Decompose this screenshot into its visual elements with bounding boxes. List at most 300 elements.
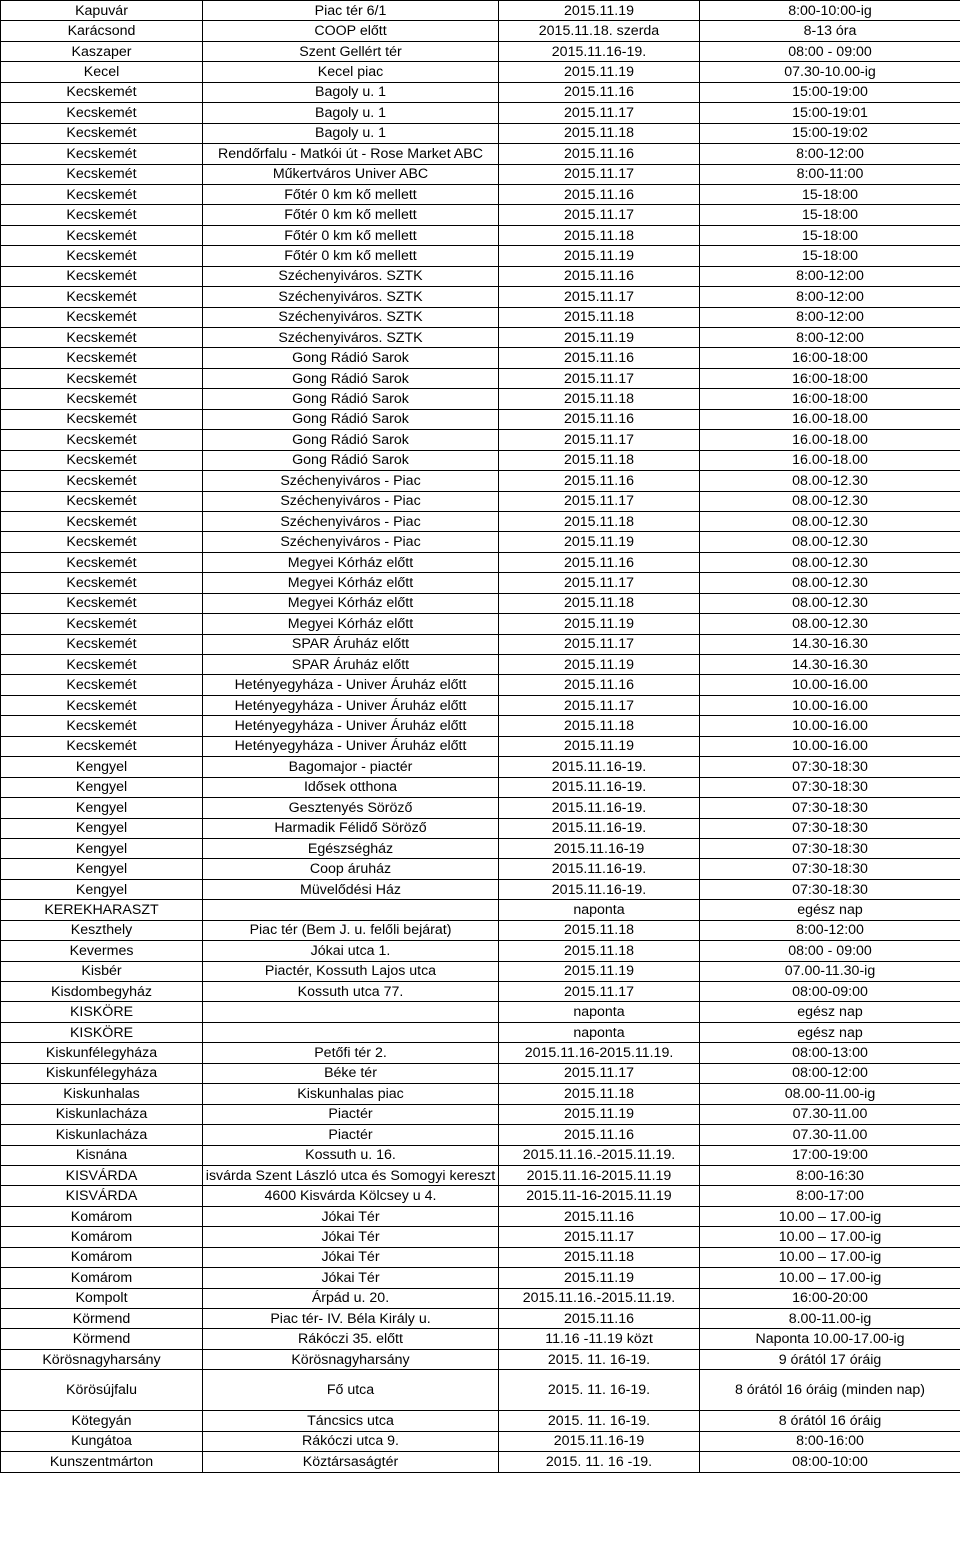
- table-row: [1, 1247, 960, 1267]
- table-row: [1, 695, 960, 715]
- time-cell: 8:00-12:00: [700, 307, 960, 327]
- city-cell: Kecskemét: [1, 205, 203, 225]
- location-cell: Piactér, Kossuth Lajos utca: [203, 961, 499, 981]
- table-row: [1, 409, 960, 429]
- city-cell: Kecskemét: [1, 593, 203, 613]
- time-cell: 07.30-11.00: [700, 1125, 960, 1145]
- time-cell: 9 órától 17 óráig: [700, 1349, 960, 1369]
- date-cell: 2015.11.19: [499, 614, 700, 634]
- city-cell: Komárom: [1, 1268, 203, 1288]
- time-cell: Naponta 10.00-17.00-ig: [700, 1329, 960, 1349]
- time-cell: 8:00-11:00: [700, 164, 960, 184]
- time-cell: 16:00-20:00: [700, 1288, 960, 1308]
- city-cell: Kengyel: [1, 798, 203, 818]
- time-cell: 16.00-18.00: [700, 430, 960, 450]
- time-cell: 08.00-12.30: [700, 511, 960, 531]
- date-cell: naponta: [499, 1022, 700, 1042]
- location-cell: Rákóczi 35. előtt: [203, 1329, 499, 1349]
- table-row: [1, 205, 960, 225]
- city-cell: Komárom: [1, 1227, 203, 1247]
- location-cell: Gong Rádió Sarok: [203, 389, 499, 409]
- table-row: [1, 1043, 960, 1063]
- time-cell: 08.00-12.30: [700, 471, 960, 491]
- location-cell: Megyei Kórház előtt: [203, 593, 499, 613]
- time-cell: 08.00-12.30: [700, 532, 960, 552]
- city-cell: Kecskemét: [1, 328, 203, 348]
- location-cell: Hetényegyháza - Univer Áruház előtt: [203, 736, 499, 756]
- city-cell: KISVÁRDA: [1, 1186, 203, 1206]
- date-cell: 2015.11.18. szerda: [499, 21, 700, 41]
- city-cell: Kecskemét: [1, 348, 203, 368]
- table-row: [1, 491, 960, 511]
- table-row: [1, 471, 960, 491]
- table-row: [1, 1002, 960, 1022]
- location-cell: Jókai Tér: [203, 1206, 499, 1226]
- city-cell: Kengyel: [1, 859, 203, 879]
- date-cell: 2015.11.18: [499, 920, 700, 940]
- table-row: [1, 184, 960, 204]
- table-row: [1, 798, 960, 818]
- location-cell: Széchenyiváros - Piac: [203, 511, 499, 531]
- date-cell: 2015.11.19: [499, 328, 700, 348]
- location-cell: isvárda Szent László utca és Somogyi kereszt: [203, 1165, 499, 1185]
- city-cell: Kecskemét: [1, 491, 203, 511]
- location-cell: Főtér 0 km kő mellett: [203, 246, 499, 266]
- time-cell: 16.00-18.00: [700, 409, 960, 429]
- time-cell: 07:30-18:30: [700, 838, 960, 858]
- city-cell: Komárom: [1, 1247, 203, 1267]
- date-cell: 2015.11.16-2015.11.19.: [499, 1043, 700, 1063]
- city-cell: Kecskemét: [1, 511, 203, 531]
- city-cell: Kecskemét: [1, 184, 203, 204]
- city-cell: Kecskemét: [1, 532, 203, 552]
- date-cell: 2015. 11. 16-19.: [499, 1370, 700, 1411]
- location-cell: Rendőrfalu - Matkói út - Rose Market ABC: [203, 144, 499, 164]
- time-cell: 8:00-12:00: [700, 266, 960, 286]
- date-cell: 2015.11.17: [499, 205, 700, 225]
- location-cell: Rákóczi utca 9.: [203, 1431, 499, 1451]
- city-cell: Kapuvár: [1, 1, 203, 21]
- date-cell: 2015.11.18: [499, 1247, 700, 1267]
- table-row: [1, 1125, 960, 1145]
- table-row: [1, 1206, 960, 1226]
- city-cell: Kecskemét: [1, 144, 203, 164]
- location-cell: [203, 1002, 499, 1022]
- table-row: [1, 593, 960, 613]
- location-cell: Kossuth utca 77.: [203, 982, 499, 1002]
- table-row: [1, 1145, 960, 1165]
- city-cell: Kecskemét: [1, 634, 203, 654]
- time-cell: 8.00-11.00-ig: [700, 1309, 960, 1329]
- city-cell: Körösújfalu: [1, 1370, 203, 1411]
- time-cell: 15-18:00: [700, 184, 960, 204]
- date-cell: 2015.11.18: [499, 123, 700, 143]
- time-cell: 8:00-12:00: [700, 287, 960, 307]
- date-cell: 2015.11.19: [499, 1104, 700, 1124]
- date-cell: 2015.11.16: [499, 471, 700, 491]
- time-cell: 10.00-16.00: [700, 695, 960, 715]
- time-cell: 08:00 - 09:00: [700, 41, 960, 61]
- city-cell: KISKÖRE: [1, 1022, 203, 1042]
- date-cell: 2015.11.16: [499, 1125, 700, 1145]
- table-row: [1, 900, 960, 920]
- city-cell: Kengyel: [1, 818, 203, 838]
- table-row: [1, 941, 960, 961]
- table-row: [1, 1, 960, 21]
- table-row: [1, 859, 960, 879]
- date-cell: 2015.11.16-19.: [499, 41, 700, 61]
- location-cell: Idősek otthona: [203, 777, 499, 797]
- table-row: [1, 573, 960, 593]
- location-cell: Megyei Kórház előtt: [203, 614, 499, 634]
- location-cell: Petőfi tér 2.: [203, 1043, 499, 1063]
- location-cell: [203, 900, 499, 920]
- city-cell: Kengyel: [1, 879, 203, 899]
- location-cell: Főtér 0 km kő mellett: [203, 205, 499, 225]
- location-cell: Bagoly u. 1: [203, 103, 499, 123]
- table-row: [1, 757, 960, 777]
- table-row: [1, 1309, 960, 1329]
- location-cell: Gong Rádió Sarok: [203, 430, 499, 450]
- location-cell: Harmadik Félidő Söröző: [203, 818, 499, 838]
- city-cell: Kecskemét: [1, 266, 203, 286]
- date-cell: 2015.11.18: [499, 593, 700, 613]
- location-cell: Gong Rádió Sarok: [203, 409, 499, 429]
- table-row: [1, 266, 960, 286]
- location-cell: Árpád u. 20.: [203, 1288, 499, 1308]
- city-cell: Kiskunhalas: [1, 1084, 203, 1104]
- city-cell: Körösnagyharsány: [1, 1349, 203, 1369]
- location-cell: Piac tér- IV. Béla Király u.: [203, 1309, 499, 1329]
- location-cell: Gesztenyés Söröző: [203, 798, 499, 818]
- time-cell: 07:30-18:30: [700, 798, 960, 818]
- date-cell: 2015.11.17: [499, 491, 700, 511]
- city-cell: Kisbér: [1, 961, 203, 981]
- location-cell: Széchenyiváros - Piac: [203, 491, 499, 511]
- time-cell: 8:00-16:00: [700, 1431, 960, 1451]
- time-cell: 08:00-12:00: [700, 1063, 960, 1083]
- city-cell: Kisdombegyház: [1, 982, 203, 1002]
- location-cell: [203, 1022, 499, 1042]
- city-cell: Kecskemét: [1, 287, 203, 307]
- table-row: [1, 144, 960, 164]
- table-row: [1, 389, 960, 409]
- city-cell: Kunszentmárton: [1, 1452, 203, 1472]
- location-cell: Széchenyiváros. SZTK: [203, 266, 499, 286]
- location-cell: Piac tér 6/1: [203, 1, 499, 21]
- table-row: [1, 103, 960, 123]
- time-cell: 15:00-19:00: [700, 82, 960, 102]
- time-cell: 15-18:00: [700, 225, 960, 245]
- date-cell: 11.16 -11.19 közt: [499, 1329, 700, 1349]
- time-cell: egész nap: [700, 900, 960, 920]
- location-cell: Körösnagyharsány: [203, 1349, 499, 1369]
- time-cell: 07:30-18:30: [700, 879, 960, 899]
- city-cell: Kiskunlacháza: [1, 1125, 203, 1145]
- table-row: [1, 21, 960, 41]
- table-row: [1, 736, 960, 756]
- time-cell: 10.00 – 17.00-ig: [700, 1206, 960, 1226]
- location-cell: Coop áruház: [203, 859, 499, 879]
- time-cell: 16:00-18:00: [700, 348, 960, 368]
- location-cell: SPAR Áruház előtt: [203, 655, 499, 675]
- date-cell: 2015.11.17: [499, 695, 700, 715]
- time-cell: 08:00-09:00: [700, 982, 960, 1002]
- time-cell: 8:00-17:00: [700, 1186, 960, 1206]
- date-cell: 2015.11.17: [499, 1063, 700, 1083]
- date-cell: 2015.11.18: [499, 225, 700, 245]
- city-cell: KEREKHARASZT: [1, 900, 203, 920]
- time-cell: 07:30-18:30: [700, 818, 960, 838]
- date-cell: 2015.11-16-2015.11.19: [499, 1186, 700, 1206]
- location-cell: Hetényegyháza - Univer Áruház előtt: [203, 716, 499, 736]
- city-cell: Körmend: [1, 1309, 203, 1329]
- city-cell: Kaszaper: [1, 41, 203, 61]
- date-cell: 2015.11.16: [499, 184, 700, 204]
- date-cell: 2015.11.16.-2015.11.19.: [499, 1145, 700, 1165]
- city-cell: Kengyel: [1, 838, 203, 858]
- date-cell: 2015.11.19: [499, 1268, 700, 1288]
- city-cell: Kecskemét: [1, 552, 203, 572]
- table-row: [1, 1186, 960, 1206]
- table-row: [1, 838, 960, 858]
- date-cell: 2015.11.18: [499, 716, 700, 736]
- date-cell: 2015.11.19: [499, 655, 700, 675]
- time-cell: 10.00 – 17.00-ig: [700, 1247, 960, 1267]
- location-cell: Jókai Tér: [203, 1227, 499, 1247]
- city-cell: Komárom: [1, 1206, 203, 1226]
- location-cell: Hetényegyháza - Univer Áruház előtt: [203, 675, 499, 695]
- date-cell: 2015.11.16-19.: [499, 818, 700, 838]
- date-cell: 2015.11.16-19.: [499, 777, 700, 797]
- location-cell: Jókai Tér: [203, 1268, 499, 1288]
- table-row: [1, 1349, 960, 1369]
- location-cell: SPAR Áruház előtt: [203, 634, 499, 654]
- table-row: [1, 614, 960, 634]
- time-cell: 8:00-12:00: [700, 328, 960, 348]
- table-row: [1, 368, 960, 388]
- location-cell: Főtér 0 km kő mellett: [203, 184, 499, 204]
- date-cell: 2015.11.19: [499, 1, 700, 21]
- date-cell: 2015.11.16-19.: [499, 879, 700, 899]
- table-row: [1, 716, 960, 736]
- date-cell: 2015.11.17: [499, 1227, 700, 1247]
- time-cell: 8:00-12:00: [700, 920, 960, 940]
- time-cell: 16:00-18:00: [700, 368, 960, 388]
- table-row: [1, 1268, 960, 1288]
- city-cell: Kengyel: [1, 777, 203, 797]
- time-cell: 17:00-19:00: [700, 1145, 960, 1165]
- city-cell: Kecskemét: [1, 164, 203, 184]
- table-row: [1, 1370, 960, 1411]
- table-row: [1, 450, 960, 470]
- time-cell: 07:30-18:30: [700, 859, 960, 879]
- city-cell: Kiskunlacháza: [1, 1104, 203, 1124]
- city-cell: Kecskemét: [1, 471, 203, 491]
- location-cell: Széchenyiváros. SZTK: [203, 328, 499, 348]
- city-cell: Kecskemét: [1, 655, 203, 675]
- location-cell: Bagoly u. 1: [203, 123, 499, 143]
- table-row: [1, 675, 960, 695]
- table-row: [1, 777, 960, 797]
- time-cell: 8:00-12:00: [700, 144, 960, 164]
- table-row: [1, 287, 960, 307]
- table-row: [1, 225, 960, 245]
- date-cell: 2015.11.16-19.: [499, 859, 700, 879]
- date-cell: 2015.11.18: [499, 307, 700, 327]
- date-cell: 2015. 11. 16-19.: [499, 1411, 700, 1431]
- date-cell: 2015.11.17: [499, 573, 700, 593]
- city-cell: Kecskemét: [1, 716, 203, 736]
- location-cell: Köztársaságtér: [203, 1452, 499, 1472]
- table-row: [1, 82, 960, 102]
- date-cell: 2015.11.18: [499, 450, 700, 470]
- date-cell: 2015.11.18: [499, 1084, 700, 1104]
- table-row: [1, 961, 960, 981]
- city-cell: Kevermes: [1, 941, 203, 961]
- table-row: [1, 1084, 960, 1104]
- date-cell: 2015.11.16: [499, 82, 700, 102]
- city-cell: Kecskemét: [1, 695, 203, 715]
- table-row: [1, 164, 960, 184]
- date-cell: 2015.11.16: [499, 266, 700, 286]
- date-cell: 2015.11.16: [499, 144, 700, 164]
- date-cell: 2015.11.19: [499, 62, 700, 82]
- time-cell: 10.00 – 17.00-ig: [700, 1227, 960, 1247]
- time-cell: 08.00-12.30: [700, 614, 960, 634]
- time-cell: 07.30-10.00-ig: [700, 62, 960, 82]
- time-cell: 07:30-18:30: [700, 777, 960, 797]
- date-cell: 2015. 11. 16 -19.: [499, 1452, 700, 1472]
- table-row: [1, 879, 960, 899]
- date-cell: 2015.11.18: [499, 941, 700, 961]
- table-row: [1, 41, 960, 61]
- table-row: [1, 1227, 960, 1247]
- city-cell: Kecskemét: [1, 103, 203, 123]
- table-row: [1, 328, 960, 348]
- time-cell: 10.00-16.00: [700, 675, 960, 695]
- date-cell: 2015.11.17: [499, 982, 700, 1002]
- date-cell: 2015.11.17: [499, 430, 700, 450]
- date-cell: 2015.11.19: [499, 246, 700, 266]
- table-row: [1, 634, 960, 654]
- table-row: [1, 552, 960, 572]
- time-cell: 8 órától 16 óráig: [700, 1411, 960, 1431]
- location-cell: Széchenyiváros - Piac: [203, 471, 499, 491]
- location-cell: Fő utca: [203, 1370, 499, 1411]
- city-cell: Körmend: [1, 1329, 203, 1349]
- time-cell: 08.00-11.00-ig: [700, 1084, 960, 1104]
- table-row: [1, 348, 960, 368]
- location-cell: Gong Rádió Sarok: [203, 348, 499, 368]
- location-cell: 4600 Kisvárda Kölcsey u 4.: [203, 1186, 499, 1206]
- location-cell: Kecel piac: [203, 62, 499, 82]
- location-cell: Piactér: [203, 1104, 499, 1124]
- city-cell: Kecskemét: [1, 736, 203, 756]
- date-cell: 2015.11.16: [499, 552, 700, 572]
- table-row: [1, 511, 960, 531]
- date-cell: 2015.11.16: [499, 675, 700, 695]
- location-cell: Táncsics utca: [203, 1411, 499, 1431]
- date-cell: 2015.11.16-19: [499, 838, 700, 858]
- date-cell: 2015.11.17: [499, 287, 700, 307]
- table-row: [1, 1288, 960, 1308]
- location-cell: Széchenyiváros. SZTK: [203, 307, 499, 327]
- date-cell: 2015.11.16: [499, 348, 700, 368]
- date-cell: 2015.11.19: [499, 532, 700, 552]
- time-cell: 08.00-12.30: [700, 593, 960, 613]
- city-cell: Kecskemét: [1, 409, 203, 429]
- time-cell: 07.00-11.30-ig: [700, 961, 960, 981]
- city-cell: Kecskemét: [1, 307, 203, 327]
- time-cell: 08.00-12.30: [700, 491, 960, 511]
- city-cell: Kecskemét: [1, 246, 203, 266]
- city-cell: Kompolt: [1, 1288, 203, 1308]
- time-cell: 08.00-12.30: [700, 552, 960, 572]
- date-cell: 2015.11.16-2015.11.19: [499, 1165, 700, 1185]
- date-cell: 2015.11.16-19.: [499, 757, 700, 777]
- city-cell: Kecskemét: [1, 675, 203, 695]
- location-cell: Bagoly u. 1: [203, 82, 499, 102]
- date-cell: 2015.11.16-19: [499, 1431, 700, 1451]
- time-cell: egész nap: [700, 1002, 960, 1022]
- city-cell: KISKÖRE: [1, 1002, 203, 1022]
- city-cell: Kengyel: [1, 757, 203, 777]
- location-cell: Megyei Kórház előtt: [203, 573, 499, 593]
- location-cell: Széchenyiváros - Piac: [203, 532, 499, 552]
- date-cell: 2015.11.16.-2015.11.19.: [499, 1288, 700, 1308]
- time-cell: 15:00-19:02: [700, 123, 960, 143]
- time-cell: 10.00 – 17.00-ig: [700, 1268, 960, 1288]
- date-cell: 2015.11.17: [499, 368, 700, 388]
- date-cell: 2015.11.16: [499, 1206, 700, 1226]
- city-cell: Kecskemét: [1, 82, 203, 102]
- table-row: [1, 1022, 960, 1042]
- city-cell: Kecskemét: [1, 614, 203, 634]
- table-row: [1, 246, 960, 266]
- date-cell: 2015.11.18: [499, 389, 700, 409]
- location-cell: Szent Gellért tér: [203, 41, 499, 61]
- time-cell: 08.00-12.30: [700, 573, 960, 593]
- time-cell: 14.30-16.30: [700, 655, 960, 675]
- city-cell: Kecskemét: [1, 123, 203, 143]
- table-row: [1, 62, 960, 82]
- location-cell: Béke tér: [203, 1063, 499, 1083]
- location-cell: Müvelődési Ház: [203, 879, 499, 899]
- time-cell: 8-13 óra: [700, 21, 960, 41]
- time-cell: egész nap: [700, 1022, 960, 1042]
- time-cell: 08:00-10:00: [700, 1452, 960, 1472]
- time-cell: 15-18:00: [700, 205, 960, 225]
- time-cell: 10.00-16.00: [700, 716, 960, 736]
- table-row: [1, 1411, 960, 1431]
- city-cell: Kecskemét: [1, 389, 203, 409]
- location-cell: Piac tér (Bem J. u. felőli bejárat): [203, 920, 499, 940]
- date-cell: 2015.11.17: [499, 634, 700, 654]
- table-row: [1, 123, 960, 143]
- time-cell: 16:00-18:00: [700, 389, 960, 409]
- time-cell: 14.30-16.30: [700, 634, 960, 654]
- city-cell: Kungátoa: [1, 1431, 203, 1451]
- city-cell: Kecel: [1, 62, 203, 82]
- location-cell: Egészségház: [203, 838, 499, 858]
- city-cell: Kiskunfélegyháza: [1, 1063, 203, 1083]
- table-row: [1, 1165, 960, 1185]
- table-row: [1, 430, 960, 450]
- location-cell: Főtér 0 km kő mellett: [203, 225, 499, 245]
- table-row: [1, 655, 960, 675]
- time-cell: 15-18:00: [700, 246, 960, 266]
